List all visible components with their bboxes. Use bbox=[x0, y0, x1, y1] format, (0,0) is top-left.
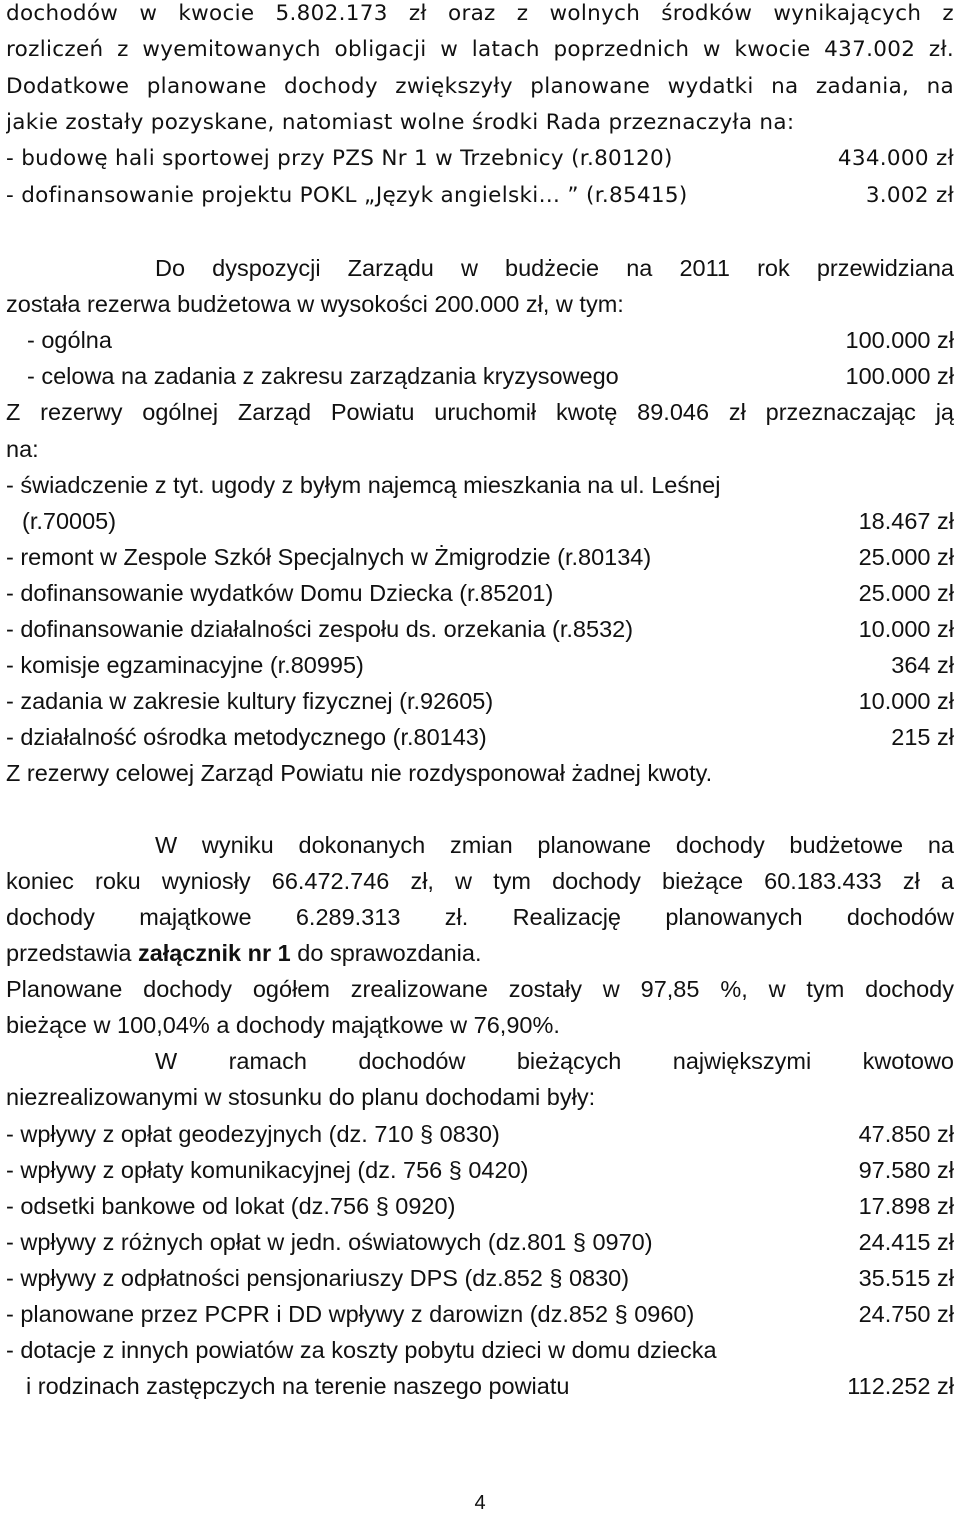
paragraph-line: W ramach dochodów bieżących największymi kwotowo bbox=[155, 1048, 954, 1074]
paragraph-line: W wyniku dokonanych zmian planowane dochody budżetowe na bbox=[155, 832, 954, 858]
list-item bbox=[6, 1333, 954, 1367]
list-item bbox=[6, 684, 954, 718]
item-label: - dofinansowanie projektu POKL „Język angielski… ” (r.85415) bbox=[6, 183, 688, 208]
list-item bbox=[6, 720, 954, 754]
text-run: przedstawia bbox=[6, 940, 138, 966]
item-amount: 100.000 zł bbox=[845, 327, 954, 353]
item-amount: 25.000 zł bbox=[858, 544, 954, 570]
paragraph-line: na: bbox=[6, 436, 39, 462]
item-label: - planowane przez PCPR i DD wpływy z darowizn (dz.852 § 0960) bbox=[6, 1301, 695, 1327]
paragraph-line: została rezerwa budżetowa w wysokości 200.000 zł, w tym: bbox=[6, 291, 624, 317]
page-number: 4 bbox=[474, 1492, 486, 1514]
paragraph-line: Planowane dochody ogółem zrealizowane zostały w 97,85 %, w tym dochody bbox=[6, 976, 954, 1002]
list-item bbox=[6, 1225, 954, 1259]
list-item bbox=[6, 612, 954, 646]
item-label: - budowę hali sportowej przy PZS Nr 1 w Trzebnicy (r.80120) bbox=[6, 146, 673, 171]
paragraph-line: Do dyspozycji Zarządu w budżecie na 2011 rok przewidziana bbox=[155, 255, 954, 281]
item-amount: 112.252 zł bbox=[847, 1373, 954, 1399]
item-label: - odsetki bankowe od lokat (dz.756 § 0920) bbox=[6, 1193, 456, 1219]
item-amount: 35.515 zł bbox=[858, 1265, 954, 1291]
list-item bbox=[27, 323, 954, 357]
paragraph-line: koniec roku wyniosły 66.472.746 zł, w tym dochody bieżące 60.183.433 zł a bbox=[6, 868, 954, 894]
item-label: - komisje egzaminacyjne (r.80995) bbox=[6, 652, 364, 678]
item-amount: 18.467 zł bbox=[858, 508, 954, 534]
list-item bbox=[6, 1297, 954, 1331]
list-item bbox=[6, 468, 954, 502]
item-label: - dofinansowanie wydatków Domu Dziecka (r.85201) bbox=[6, 580, 554, 606]
paragraph-line: Z rezerwy ogólnej Zarząd Powiatu uruchomił kwotę 89.046 zł przeznaczając ją bbox=[6, 399, 954, 425]
paragraph-line: Z rezerwy celowej Zarząd Powiatu nie rozdysponował żadnej kwoty. bbox=[6, 760, 713, 786]
list-item bbox=[6, 1153, 954, 1187]
list-item bbox=[6, 1117, 954, 1151]
item-amount: 215 zł bbox=[891, 724, 954, 750]
item-amount: 3.002 zł bbox=[865, 183, 954, 208]
list-item bbox=[6, 576, 954, 610]
item-label: - wpływy z opłat geodezyjnych (dz. 710 § 0830) bbox=[6, 1121, 500, 1147]
paragraph-line: Dodatkowe planowane dochody zwiększyły planowane wydatki na zadania, na bbox=[6, 74, 954, 99]
paragraph-line: jakie zostały pozyskane, natomiast wolne środki Rada przeznaczyła na: bbox=[6, 110, 795, 135]
text-run: do sprawozdania. bbox=[290, 940, 482, 966]
list-item bbox=[6, 1261, 954, 1295]
paragraph-line bbox=[6, 936, 954, 970]
item-amount: 434.000 zł bbox=[837, 146, 954, 171]
item-amount: 17.898 zł bbox=[858, 1193, 954, 1219]
item-label: - dofinansowanie działalności zespołu ds. orzekania (r.8532) bbox=[6, 616, 634, 642]
item-label: - działalność ośrodka metodycznego (r.80143) bbox=[6, 724, 487, 750]
item-amount: 10.000 zł bbox=[858, 688, 954, 714]
list-item bbox=[6, 179, 954, 213]
item-amount: 24.415 zł bbox=[858, 1229, 954, 1255]
list-item bbox=[22, 504, 954, 538]
list-item bbox=[27, 359, 954, 393]
item-amount: 100.000 zł bbox=[845, 363, 954, 389]
paragraph-line: niezrealizowanymi w stosunku do planu dochodami były: bbox=[6, 1084, 596, 1110]
item-label: (r.70005) bbox=[22, 508, 117, 534]
item-label: - wpływy z odpłatności pensjonariuszy DPS (dz.852 § 0830) bbox=[6, 1265, 630, 1291]
item-label: - ogólna bbox=[27, 327, 112, 353]
item-label: i rodzinach zastępczych na terenie naszego powiatu bbox=[26, 1373, 570, 1399]
item-amount: 24.750 zł bbox=[858, 1301, 954, 1327]
item-amount: 25.000 zł bbox=[858, 580, 954, 606]
item-amount: 97.580 zł bbox=[858, 1157, 954, 1183]
item-amount: 10.000 zł bbox=[858, 616, 954, 642]
list-item bbox=[6, 1189, 954, 1223]
list-item bbox=[6, 540, 954, 574]
list-item bbox=[6, 648, 954, 682]
paragraph-line: dochodów w kwocie 5.802.173 zł oraz z wolnych środków wynikających z bbox=[6, 1, 954, 26]
paragraph-line: rozliczeń z wyemitowanych obligacji w latach poprzednich w kwocie 437.002 zł. bbox=[6, 37, 954, 62]
paragraph-line: bieżące w 100,04% a dochody majątkowe w 76,90%. bbox=[6, 1012, 560, 1038]
item-amount: 364 zł bbox=[891, 652, 954, 678]
item-label: - remont w Zespole Szkół Specjalnych w Żmigrodzie (r.80134) bbox=[6, 544, 652, 570]
list-item bbox=[26, 1369, 954, 1403]
item-label: - celowa na zadania z zakresu zarządzania kryzysowego bbox=[27, 363, 619, 389]
item-label: - wpływy z opłaty komunikacyjnej (dz. 756 § 0420) bbox=[6, 1157, 529, 1183]
item-label: - świadczenie z tyt. ugody z byłym najemcą mieszkania na ul. Leśnej bbox=[6, 472, 721, 498]
attachment-reference: załącznik nr 1 bbox=[137, 940, 291, 966]
list-item bbox=[6, 142, 954, 176]
item-label: - wpływy z różnych opłat w jedn. oświatowych (dz.801 § 0970) bbox=[6, 1229, 653, 1255]
item-label: - dotacje z innych powiatów za koszty pobytu dzieci w domu dziecka bbox=[6, 1337, 717, 1363]
item-label: - zadania w zakresie kultury fizycznej (r.92605) bbox=[6, 688, 494, 714]
item-amount: 47.850 zł bbox=[858, 1121, 954, 1147]
paragraph-line: dochody majątkowe 6.289.313 zł. Realizację planowanych dochodów bbox=[6, 904, 954, 930]
